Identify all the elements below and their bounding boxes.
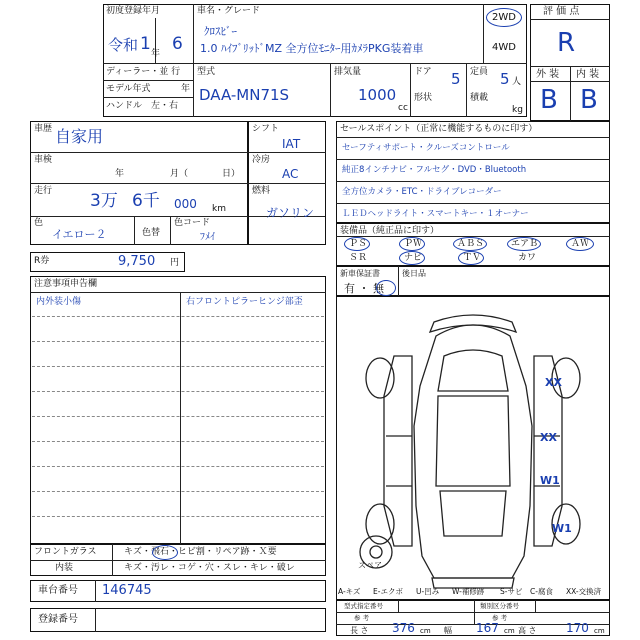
era: 令和 bbox=[108, 36, 139, 54]
model-code: DAA-MN71S bbox=[199, 86, 290, 104]
color-code: ﾌﾒｲ bbox=[200, 232, 215, 243]
exterior-label: 外 装 bbox=[536, 69, 560, 80]
drive-2wd-circle bbox=[486, 8, 522, 27]
shift: IAT bbox=[282, 137, 301, 151]
mileage-sen: 6千 bbox=[132, 191, 160, 211]
height: 170 bbox=[566, 621, 589, 635]
name-grade-label: 車名・グレード bbox=[197, 6, 261, 16]
equip-aw: ＡＷ bbox=[571, 239, 590, 249]
legend-item: U-凹み bbox=[416, 587, 440, 596]
recycle-box bbox=[30, 252, 185, 272]
car-left-door-line bbox=[386, 436, 412, 486]
sales-point: ＬＥＤヘッドライト・スマートキー・１オーナー bbox=[342, 209, 529, 219]
displacement: 1000 bbox=[358, 86, 397, 104]
handle-label: ハンドル 左・右 bbox=[106, 101, 179, 111]
car-damage-diagram bbox=[336, 296, 610, 600]
interior-grade: B bbox=[580, 85, 598, 115]
sales-title: セールスポイント（正常に機能するものに印す） bbox=[340, 124, 538, 134]
damage-mark: XX bbox=[545, 376, 562, 389]
reg-month: 6 bbox=[172, 34, 183, 54]
width-label: 幅 bbox=[444, 626, 452, 635]
equipment-title: 装備品（純正品に印す） bbox=[340, 226, 440, 236]
windshield-options: キズ・飛石・ヒビ割・リペア跡・Ｘ要 bbox=[124, 547, 277, 557]
drive-4wd: 4WD bbox=[492, 42, 516, 53]
model-year-label: モデル年式 bbox=[106, 84, 151, 94]
windshield-chip-circle bbox=[152, 545, 178, 560]
load-label: 積載 bbox=[470, 93, 489, 103]
legend-item: XX-交換済 bbox=[566, 587, 602, 596]
dealer-label: ディーラー・並 行 bbox=[106, 67, 181, 77]
eval-value: R bbox=[557, 28, 576, 58]
color: イエロー２ bbox=[52, 228, 107, 241]
exterior-grade: B bbox=[540, 85, 558, 115]
year-suffix: 年 bbox=[151, 49, 161, 59]
damage-mark: W1 bbox=[540, 474, 560, 487]
pw-circle bbox=[399, 237, 425, 251]
type-label: 型式 bbox=[197, 67, 216, 77]
equip-leather: カワ bbox=[518, 253, 537, 263]
car-windshield bbox=[438, 350, 508, 391]
warranty-label: 新車保証書 bbox=[340, 269, 380, 278]
car-front-bumper bbox=[430, 315, 516, 332]
legend-item: C-腐食 bbox=[530, 587, 553, 596]
sales-point: セーフティサポート・クルーズコントロール bbox=[342, 143, 510, 153]
interior-options: キズ・汚レ・コゲ・穴・スレ・キレ・破レ bbox=[124, 563, 295, 573]
person-unit: 人 bbox=[512, 77, 522, 87]
sales-point: 純正8インチナビ・フルセグ・DVD・Bluetooth bbox=[342, 165, 527, 175]
aw-circle bbox=[566, 237, 594, 251]
cc-unit: cc bbox=[398, 103, 408, 113]
car-roof bbox=[436, 396, 510, 486]
wheel-front-left bbox=[366, 358, 394, 398]
recycle: 9,750 bbox=[118, 254, 156, 269]
inspection-year: 年 bbox=[115, 169, 125, 179]
equip-abs: ＡＢＳ bbox=[457, 239, 485, 249]
height-label: 高 さ bbox=[518, 626, 537, 635]
doors: 5 bbox=[451, 70, 461, 88]
equip-airbag: エアＢ bbox=[511, 239, 539, 249]
inspection-month: 月（ bbox=[170, 169, 189, 179]
color-label: 色 bbox=[34, 218, 44, 228]
car-rear-window bbox=[440, 491, 506, 536]
navi-circle bbox=[399, 251, 425, 265]
later-items-label: 後日品 bbox=[402, 269, 426, 278]
equip-navi: ナビ bbox=[404, 253, 423, 263]
model-year-suffix: 年 bbox=[181, 84, 191, 94]
mileage-rest: 000 bbox=[174, 197, 197, 211]
damage-mark: W1 bbox=[552, 522, 572, 535]
legend-item: A-キズ bbox=[338, 587, 361, 596]
purpose: 自家用 bbox=[55, 127, 104, 146]
mileage-man: 3万 bbox=[90, 191, 118, 211]
model-ref-label: 型式指定番号 bbox=[344, 602, 383, 610]
warranty-options: 有 ・ 無 bbox=[344, 282, 384, 295]
recycle-label: R券 bbox=[34, 256, 50, 266]
windshield-label: フロントガラス bbox=[34, 547, 97, 557]
yen-unit: 円 bbox=[170, 258, 180, 268]
purpose-label: 車歴 bbox=[34, 124, 53, 134]
capacity: 5 bbox=[500, 70, 510, 88]
kg-unit: kg bbox=[512, 105, 523, 115]
equip-ps: ＰＳ bbox=[349, 239, 368, 249]
width: 167 bbox=[476, 621, 499, 635]
damage-mark: XX bbox=[540, 431, 557, 444]
displacement-label: 排気量 bbox=[334, 67, 362, 77]
reg-label: 登録番号 bbox=[38, 614, 78, 625]
sales-point: 全方位カメラ・ETC・ドライブレコーダー bbox=[342, 187, 502, 197]
fuel: ガソリン bbox=[266, 206, 315, 220]
mileage-label: 走行 bbox=[34, 186, 53, 196]
km-unit: km bbox=[212, 204, 226, 214]
era-year: 1 bbox=[140, 34, 151, 54]
interior-cond-label: 内装 bbox=[55, 563, 74, 573]
class-ref-label: 類別区分番号 bbox=[480, 602, 519, 610]
fuel-label: 燃料 bbox=[252, 186, 271, 196]
first-reg-label: 初度登録年月 bbox=[106, 6, 161, 16]
wheel-rear-left bbox=[366, 504, 394, 544]
airbag-circle bbox=[507, 237, 541, 251]
note-left: 内外装小傷 bbox=[36, 297, 82, 307]
shift-label: シフト bbox=[252, 124, 280, 134]
car-left-side bbox=[384, 356, 412, 546]
equip-tv: ＴＶ bbox=[463, 253, 482, 263]
chassis-label: 車台番号 bbox=[38, 585, 78, 596]
ref-label: 参 考 bbox=[492, 614, 508, 622]
chassis-no: 146745 bbox=[102, 583, 152, 598]
drive-2wd: 2WD bbox=[492, 12, 516, 23]
shape-label: 形状 bbox=[414, 93, 433, 103]
color-change-label: 色替 bbox=[142, 228, 161, 238]
warranty-none-circle bbox=[376, 280, 396, 296]
equip-pw: ＰＷ bbox=[404, 239, 423, 249]
width-unit: cm bbox=[504, 627, 515, 635]
spare-label: スペア bbox=[358, 561, 382, 570]
inspection-day: 日） bbox=[222, 169, 241, 179]
legend-item: W-補修跡 bbox=[452, 587, 485, 596]
door-label: ドア bbox=[414, 67, 432, 77]
capacity-label: 定員 bbox=[470, 67, 489, 77]
inspection-label: 車検 bbox=[34, 155, 53, 165]
ac: AC bbox=[282, 167, 299, 181]
notes-title: 注意事項申告欄 bbox=[34, 279, 98, 289]
ref-label: 参 考 bbox=[354, 614, 370, 622]
height-unit: cm bbox=[594, 627, 605, 635]
grade: 1.0 ﾊｲﾌﾞﾘｯﾄﾞMZ 全方位ﾓﾆﾀｰ用ｶﾒﾗPKG装着車 bbox=[200, 42, 424, 55]
car-name: ｸﾛｽﾋﾞｰ bbox=[204, 25, 237, 38]
note-right: 右フロントピラーヒンジ部歪 bbox=[186, 297, 303, 307]
legend-item: S-サビ bbox=[500, 587, 523, 596]
legend-item: E-エクボ bbox=[373, 587, 403, 596]
abs-circle bbox=[453, 237, 487, 251]
length-unit: cm bbox=[420, 627, 431, 635]
equip-sr: ＳＲ bbox=[349, 253, 368, 263]
length-label: 長 さ bbox=[350, 626, 369, 635]
ac-label: 冷房 bbox=[252, 155, 271, 165]
tv-circle bbox=[458, 251, 484, 265]
length: 376 bbox=[392, 621, 415, 635]
ps-circle bbox=[344, 237, 370, 251]
car-top-body bbox=[414, 325, 532, 578]
eval-label: 評 価 点 bbox=[543, 6, 580, 17]
interior-label: 内 装 bbox=[576, 69, 600, 80]
color-code-label: 色コード bbox=[174, 218, 211, 228]
